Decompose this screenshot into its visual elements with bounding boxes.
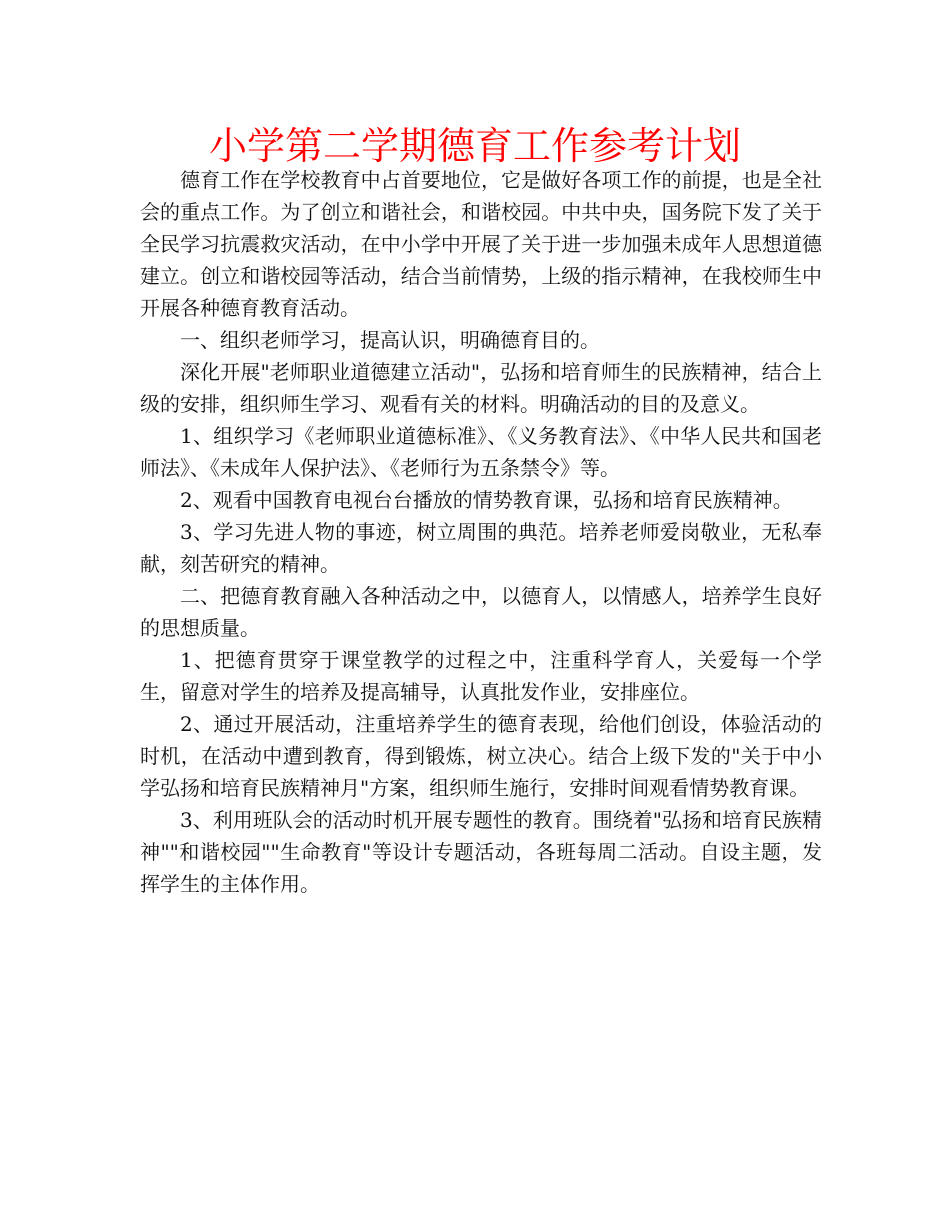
section-1-item-2: 2、观看中国教育电视台台播放的情势教育课，弘扬和培育民族精神。 xyxy=(180,488,793,512)
section-2-item-2: 2、通过开展活动，注重培养学生的德育表现，给他们创设，体验活动的时机，在活动中遭到教育，得到锻炼，树立决心。结合上级下发的"关于中小学弘扬和培育民族精神月"方案，组织师生施行，安排时间观看情势教育课。 xyxy=(140,712,822,800)
document-title: 小学第二学期德育工作参考计划 xyxy=(208,124,741,168)
section-1-paragraph: 深化开展"老师职业道德建立活动"，弘扬和培育师生的民族精神，结合上级的安排，组织师生学习、观看有关的材料。明确活动的目的及意义。 xyxy=(140,360,822,416)
intro-paragraph: 德育工作在学校教育中占首要地位，它是做好各项工作的前提，也是全社会的重点工作。为了创立和谐社会，和谐校园。中共中央，国务院下发了关于全民学习抗震救灾活动，在中小学中开展了关于进一步加强未成年人思想道德建立。创立和谐校园等活动，结合当前情势，上级的指示精神，在我校师生中开展各种德育教育活动。 xyxy=(140,168,822,320)
section-1-item-1: 1、组织学习《老师职业道德标准》、《义务教育法》、《中华人民共和国老师法》、《未成年人保护法》、《老师行为五条禁令》等。 xyxy=(140,424,822,480)
document-body xyxy=(140,164,822,900)
section-1-item-3: 3、学习先进人物的事迹，树立周围的典范。培养老师爱岗敬业，无私奉献，刻苦研究的精神。 xyxy=(140,520,822,576)
section-heading-2: 二、把德育教育融入各种活动之中，以德育人，以情感人，培养学生良好的思想质量。 xyxy=(140,584,822,640)
section-heading-1: 一、组织老师学习，提高认识，明确德育目的。 xyxy=(180,328,600,352)
section-2-item-3: 3、利用班队会的活动时机开展专题性的教育。围绕着"弘扬和培育民族精神""和谐校园""生命教育"等设计专题活动，各班每周二活动。自设主题，发挥学生的主体作用。 xyxy=(140,808,822,896)
section-2-item-1: 1、把德育贯穿于课堂教学的过程之中，注重科学育人，关爱每一个学生，留意对学生的培养及提高辅导，认真批发作业，安排座位。 xyxy=(140,648,822,704)
